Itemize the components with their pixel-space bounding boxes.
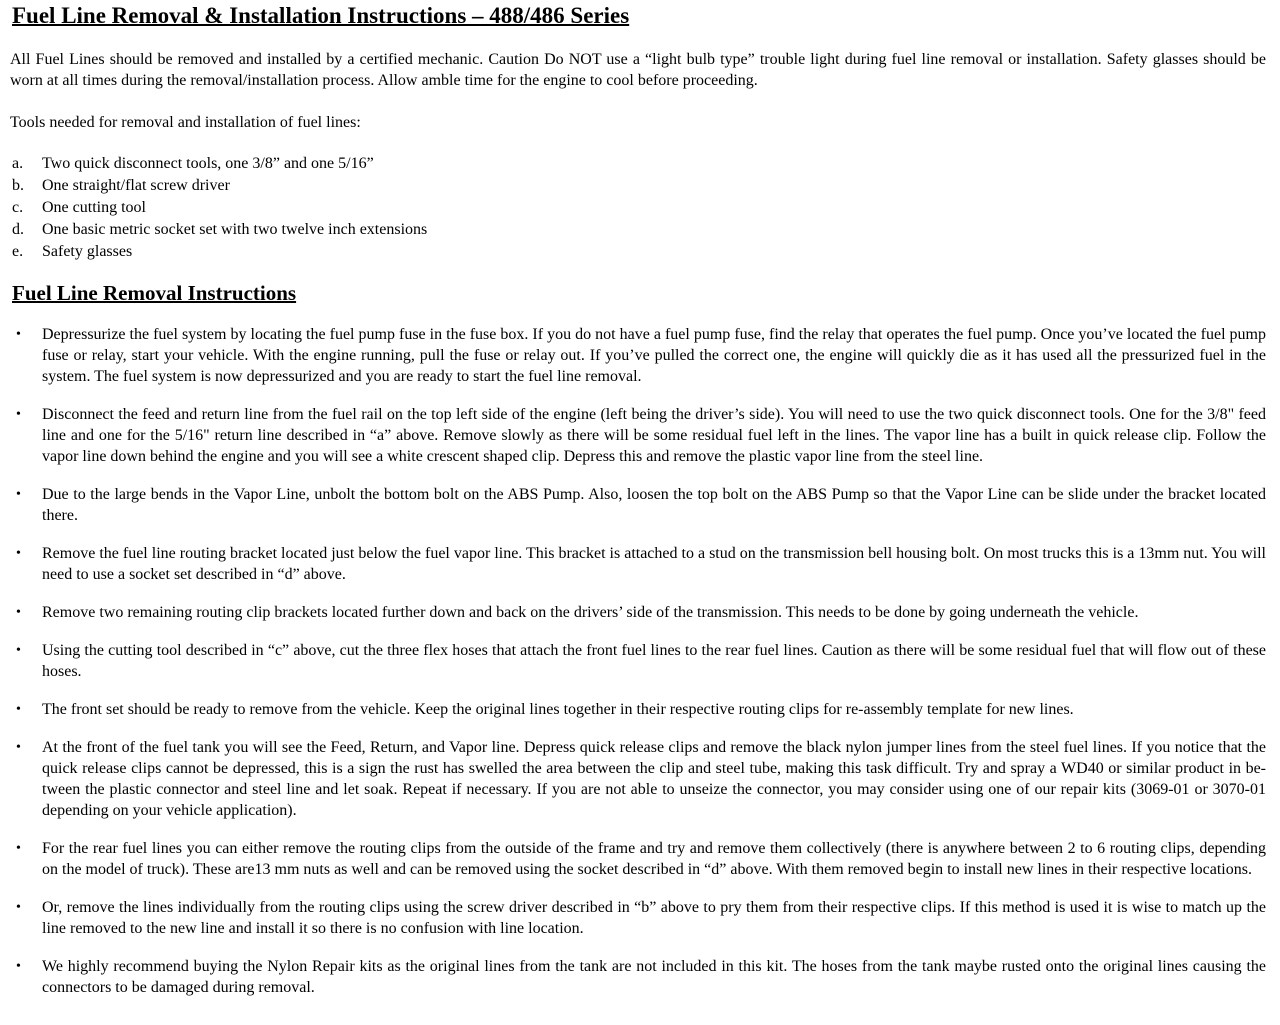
bullet-icon: •: [16, 900, 21, 915]
tool-item-d: [10, 219, 1266, 241]
bullet-icon: •: [16, 959, 21, 974]
tool-text: Two quick disconnect tools, one 3/8” and one 5/16”: [42, 155, 374, 172]
tool-text: One basic metric socket set with two twelve inch extensions: [42, 221, 428, 238]
bullet-icon: •: [16, 702, 21, 717]
tool-item-c: [10, 197, 1266, 219]
bullet-text: We highly recommend buying the Nylon Repair kits as the original lines from the tank are not included in this kit. The hoses from the tank maybe rusted onto the original lines causing the connectors to be damaged during removal.: [42, 958, 1266, 996]
tool-marker: b.: [12, 177, 24, 194]
tool-text: Safety glasses: [42, 243, 133, 260]
bullet-item-1: [10, 324, 1266, 387]
bullet-text: Remove two remaining routing clip brackets located further down and back on the drivers’ side of the transmission. This needs to be done by going underneath the vehicle.: [42, 604, 1139, 621]
bullet-item-5: [10, 602, 1266, 623]
bullet-item-7: [10, 699, 1266, 720]
bullet-text: Using the cutting tool described in “c” above, cut the three flex hoses that attach the front fuel lines to the rear fuel lines. Caution as there will be some residual fuel that will flow out of these hoses.: [42, 642, 1266, 680]
tool-text: One cutting tool: [42, 199, 146, 216]
bullet-text: Or, remove the lines individually from the routing clips using the screw driver described in “b” above to pry them from their respective clips. If this method is used it is wise to match up the line removed to the new line and install it so there is no confusion with line location.: [42, 899, 1266, 937]
tool-marker: c.: [12, 199, 24, 216]
bullet-text: The front set should be ready to remove from the vehicle. Keep the original lines together in their respective routing clips for re-assembly template for new lines.: [42, 701, 1074, 718]
bullet-icon: •: [16, 605, 21, 620]
tools-heading: Tools needed for removal and installation of fuel lines:: [10, 114, 361, 131]
bullet-item-2: [10, 404, 1266, 467]
bullet-text: For the rear fuel lines you can either remove the routing clips from the outside of the frame and try and remove them collectively (there is anywhere between 2 to 6 routing clips, depending on the model of truck). These are13 mm nuts as well and can be removed using the socket described in “d” above. With them removed begin to install new lines in their respective locations.: [42, 840, 1266, 878]
bullet-item-10: [10, 897, 1266, 939]
page-title: Fuel Line Removal & Installation Instructions – 488/486 Series: [12, 3, 630, 28]
bullet-item-4: [10, 543, 1266, 585]
bullet-icon: •: [16, 643, 21, 658]
bullet-text: Due to the large bends in the Vapor Line, unbolt the bottom bolt on the ABS Pump. Also, loosen the top bolt on the ABS Pump so that the Vapor Line can be slide under the bracket located there.: [42, 486, 1266, 524]
intro-paragraph: All Fuel Lines should be removed and installed by a certified mechanic. Caution Do NOT use a “light bulb type” trouble light during fuel line removal or installation. Safety glasses should be worn at all times during the removal/installation process. Allow amble time for the engine to cool before proceeding.: [10, 51, 1266, 89]
bullet-icon: •: [16, 740, 21, 755]
section-heading-removal-instructions: Fuel Line Removal Instructions: [12, 281, 297, 305]
tool-text: One straight/flat screw driver: [42, 177, 230, 194]
bullet-item-11: [10, 956, 1266, 998]
bullet-text: At the front of the fuel tank you will see the Feed, Return, and Vapor line. Depress quick release clips and remove the black nylon jumper lines from the steel fuel lines. If you notice that the quick release clips cannot be depressed, this is a sign the rust has swelled the area between the clip and steel tube, making this task difficult. Try and spray a WD40 or similar product in be-tween the plastic connector and steel line and let soak. Repeat if necessary. If you are not able to unseize the connector, you may consider using one of our repair kits (3069-01 or 3070-01 depending on your vehicle application).: [42, 739, 1266, 819]
removal-steps-list: [10, 324, 1266, 998]
bullet-icon: •: [16, 841, 21, 856]
bullet-text: Disconnect the feed and return line from the fuel rail on the top left side of the engine (left being the driver’s side). You will need to use the two quick disconnect tools. One for the 3/8" feed line and one for the 5/16" return line described in “a” above. Remove slowly as there will be some residual fuel left in the lines. The vapor line has a built in quick release clip. Follow the vapor line down behind the engine and you will see a white crescent shaped clip. Depress this and remove the plastic vapor line from the steel line.: [42, 406, 1266, 465]
bullet-item-9: [10, 838, 1266, 880]
tools-list: [10, 153, 1266, 263]
bullet-icon: •: [16, 407, 21, 422]
bullet-icon: •: [16, 546, 21, 561]
tool-marker: e.: [12, 243, 24, 260]
bullet-text: Remove the fuel line routing bracket located just below the fuel vapor line. This bracket is attached to a stud on the transmission bell housing bolt. On most trucks this is a 13mm nut. You will need to use a socket set described in “d” above.: [42, 545, 1266, 583]
bullet-item-3: [10, 484, 1266, 526]
tool-item-a: [10, 153, 1266, 175]
bullet-text: Depressurize the fuel system by locating the fuel pump fuse in the fuse box. If you do not have a fuel pump fuse, find the relay that operates the fuel pump. Once you’ve located the fuel pump fuse or relay, start your vehicle. With the engine running, pull the fuse or relay out. If you’ve pulled the correct one, the engine will quickly die as it has used all the pressurized fuel in the system. The fuel system is now depressurized and you are ready to start the fuel line removal.: [42, 326, 1266, 385]
tool-marker: d.: [12, 221, 24, 238]
tool-item-e: [10, 241, 1266, 263]
tool-marker: a.: [12, 155, 24, 172]
bullet-icon: •: [16, 327, 21, 342]
bullet-item-8: [10, 737, 1266, 821]
bullet-item-6: [10, 640, 1266, 682]
tool-item-b: [10, 175, 1266, 197]
bullet-icon: •: [16, 487, 21, 502]
